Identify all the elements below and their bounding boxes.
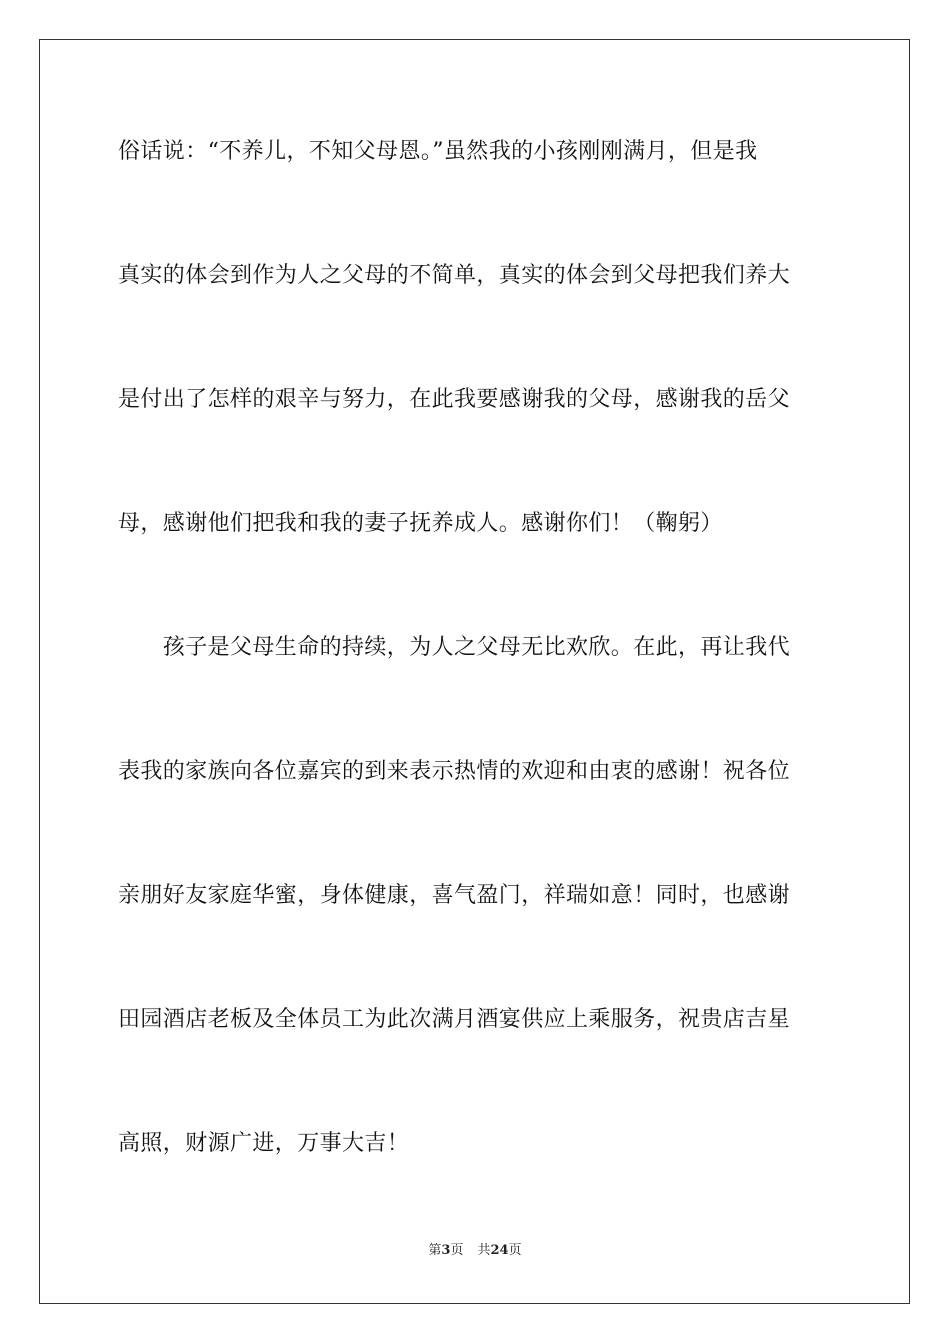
text-line: 孩子是父母生命的持续，为人之父母无比欢欣。在此，再让我代: [118, 635, 791, 660]
page-footer: [0, 1243, 950, 1259]
total-pages: 24: [490, 1243, 509, 1258]
text-line: 田园酒店老板及全体员工为此次满月酒宴供应上乘服务，祝贵店吉星: [118, 1007, 791, 1032]
text-line: 真实的体会到作为人之父母的不简单，真实的体会到父母把我们养大: [118, 263, 791, 288]
text-line: 是付出了怎样的艰辛与努力，在此我要感谢我的父母，感谢我的岳父: [118, 387, 791, 412]
text-line: 表我的家族向各位嘉宾的到来表示热情的欢迎和由衷的感谢！祝各位: [118, 759, 791, 784]
page-number: 3: [441, 1243, 451, 1258]
page-prefix: 第: [428, 1243, 442, 1258]
text-line: 高照，财源广进，万事大吉！: [118, 1131, 410, 1156]
text-line: 亲朋好友家庭华蜜，身体健康，喜气盈门，祥瑞如意！同时，也感谢: [118, 883, 791, 908]
page-border: [39, 39, 910, 1304]
page-suffix: 页: [450, 1243, 464, 1258]
total-suffix: 页: [508, 1243, 522, 1258]
total-prefix: 共: [477, 1243, 491, 1258]
text-line: 母，感谢他们把我和我的妻子抚养成人。感谢你们！（鞠躬）: [118, 511, 723, 536]
text-line: 俗话说：“不养儿，不知父母恩。”虽然我的小孩刚刚满月，但是我: [118, 139, 758, 164]
